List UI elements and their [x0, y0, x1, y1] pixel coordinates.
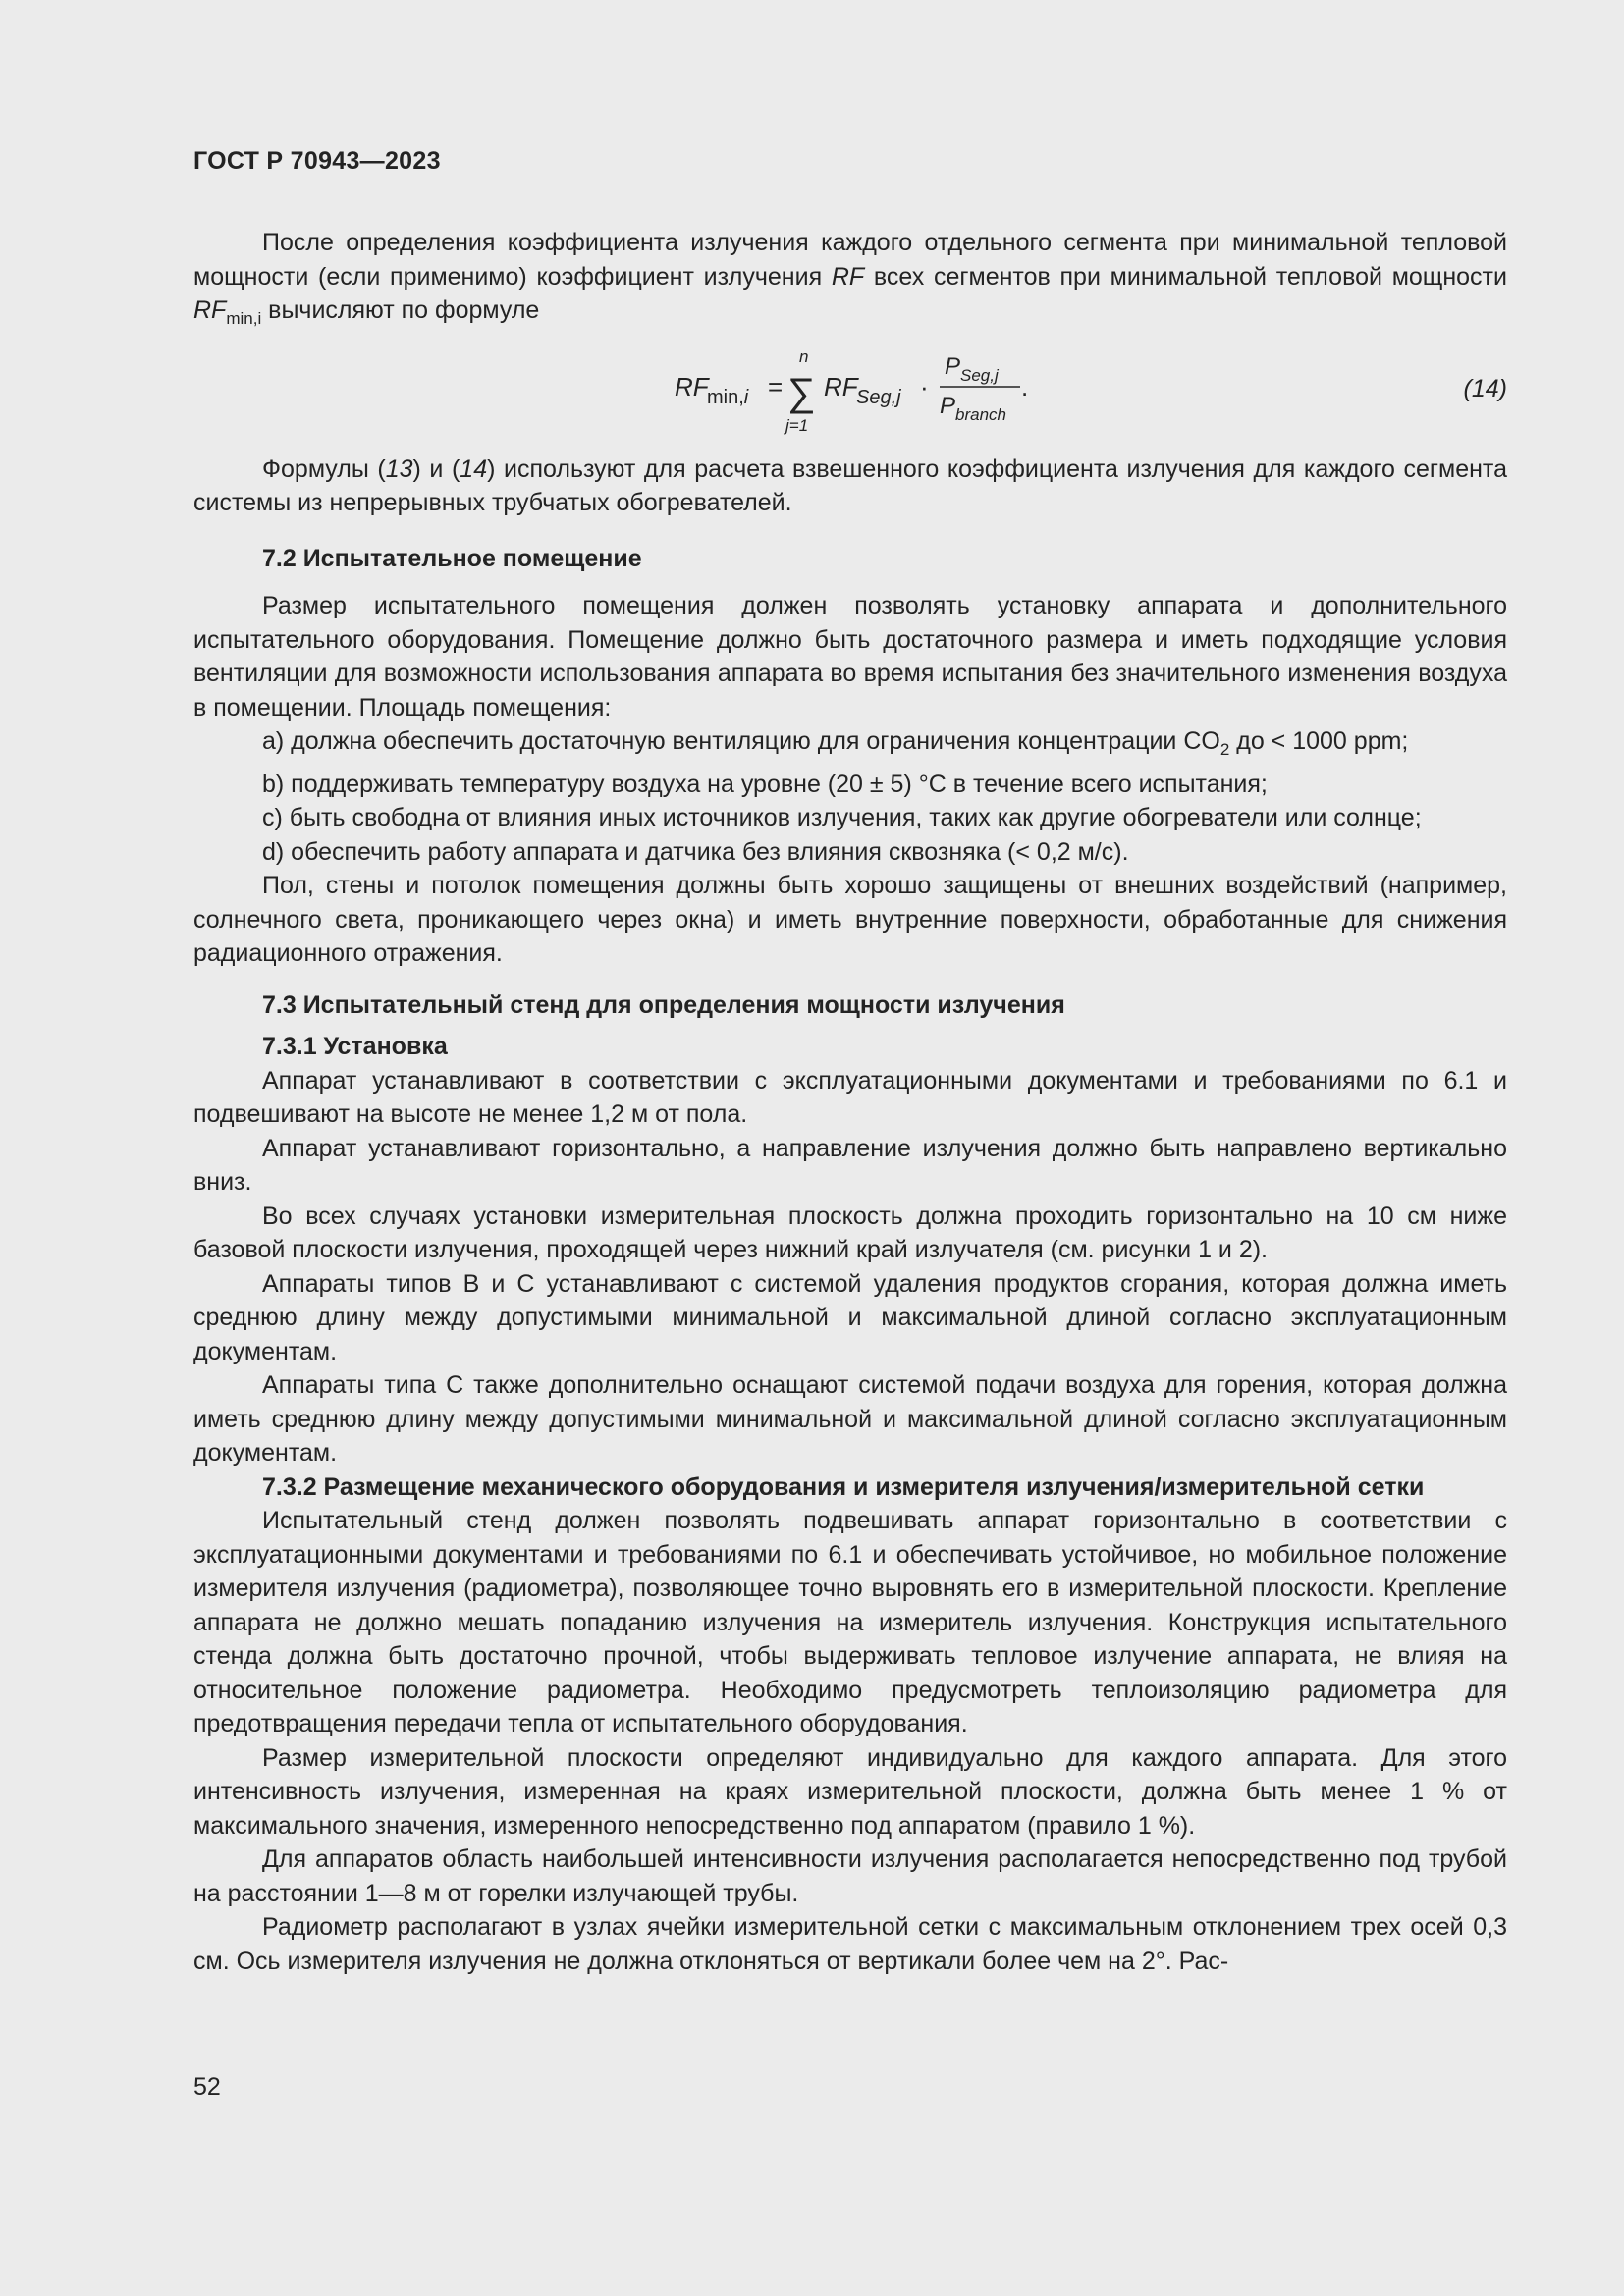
section-7-3-1-paragraph-3: Во всех случаях установки измерительная плоскость должна проходить горизонтально на 10 см ниже базовой плоскости излучения, проходящей через нижний край излучателя (см. рисунки 1 и 2). [193, 1201, 1507, 1263]
formula-numerator: P [945, 352, 961, 380]
formula-sum-top: n [799, 347, 809, 366]
formula-14 [193, 343, 1507, 437]
section-7-3-2-paragraph-4: Радиометр располагают в узлах ячейки измерительной сетки с максимальным отклонением трех осей 0,3 см. Ось измерителя излучения не должна отклоняться от вертикали более чем на 2°. Рас- [193, 1913, 1507, 1975]
formula-numerator-sub: Seg,j [960, 365, 999, 385]
section-7-3-1-heading: 7.3.1 Установка [262, 1033, 448, 1060]
section-7-3-2-heading: 7.3.2 Размещение механического оборудования и измерителя излучения/измерительной сетки [262, 1472, 1425, 1501]
formula-denominator: P [940, 392, 956, 419]
formula-equals: = [768, 371, 784, 401]
intro-paragraph: После определения коэффициента излучения каждого отдельного сегмента при минимальной тепловой мощности (если применимо) коэффициент излучения RF всех сегментов при минимальной тепловой мощности $RF_{min,i}$ вычисляют по формуле [193, 229, 1507, 328]
list-item-a: a) должна обеспечить достаточную вентиляцию для ограничения концентрации $CO_2$ до < 1000 ppm; [262, 727, 1409, 759]
document-header: ГОСТ Р 70943—2023 [193, 147, 441, 175]
section-7-3-2-paragraph-3: Для аппаратов область наибольшей интенсивности излучения располагается непосредственно под трубой на расстоянии 1—8 м от горелки излучающей трубы. [193, 1845, 1507, 1907]
section-7-2-heading: 7.2 Испытательное помещение [262, 544, 642, 572]
section-7-3-2-paragraph-1: Испытательный стенд должен позволять подвешивать аппарат горизонтально в соответствии с эксплуатационными документами и требованиями по 6.1 и обеспечивать устойчивое, но мобильное положение измерителя излучения (радиометра), позволяющее точно выровнять его в измерительной плоскости. Крепление аппарата не должно мешать попаданию излучения на измеритель излучения. Конструкция испытательного стенда должна быть достаточно прочной, чтобы выдерживать тепловое излучение аппарата, не влияя на относительное положение радиометра. Необходимо предусмотреть теплоизоляцию радиометра для предотвращения передачи тепла от испытательного оборудования. [193, 1507, 1507, 1737]
formula-term: RF [824, 371, 858, 401]
formula-sum-sign: ∑ [787, 370, 816, 414]
formula-lhs: RF [675, 371, 709, 401]
section-7-3-1-paragraph-4: Аппараты типов B и C устанавливают с системой удаления продуктов сгорания, которая должна иметь среднюю длину между допустимыми минимальной и максимальной длиной согласно эксплуатационным документам. [193, 1269, 1507, 1365]
section-7-3-1-paragraph-1: Аппарат устанавливают в соответствии с эксплуатационными документами и требованиями по 6.1 и подвешивают на высоте не менее 1,2 м от пола. [193, 1066, 1507, 1128]
section-7-2-paragraph-1: Размер испытательного помещения должен позволять установку аппарата и дополнительного испытательного оборудования. Помещение должно быть достаточного размера и иметь подходящие условия вентиляции для возможности использования аппарата во время испытания без значительного изменения воздуха в помещении. Площадь помещения: [193, 592, 1507, 721]
formula-term-sub: Seg,j [856, 386, 901, 408]
formula-expression [675, 345, 1224, 435]
formulas-usage-paragraph: Формулы (13) и (14) используют для расчета взвешенного коэффициента излучения для каждого сегмента системы из непрерывных трубчатых обогревателей. [193, 454, 1507, 516]
section-7-3-1-paragraph-2: Аппарат устанавливают горизонтально, а направление излучения должно быть направлено вертикально вниз. [193, 1134, 1507, 1196]
section-7-3-2-paragraph-2: Размер измерительной плоскости определяют индивидуально для каждого аппарата. Для этого интенсивность излучения, измеренная на краях измерительной плоскости, должна быть менее 1 % от максимального значения, измеренного непосредственно под аппаратом (правило 1 %). [193, 1743, 1507, 1840]
formula-sum-bottom: j=1 [785, 415, 809, 435]
document-body [193, 226, 1507, 1978]
list-item-d: d) обеспечить работу аппарата и датчика без влияния сквозняка (< 0,2 м/с). [262, 837, 1129, 866]
formula-denominator-sub: branch [955, 404, 1006, 424]
section-7-3-1-paragraph-5: Аппараты типа C также дополнительно оснащают системой подачи воздуха для горения, которая должна иметь среднюю длину между допустимыми минимальной и максимальной длиной согласно эксплуатационным документам. [193, 1371, 1507, 1467]
section-7-2-paragraph-2: Пол, стены и потолок помещения должны быть хорошо защищены от внешних воздействий (например, солнечного света, проникающего через окна) и иметь внутренние поверхности, обработанные для снижения радиационного отражения. [193, 872, 1507, 967]
formula-number: (14) [1463, 374, 1507, 402]
formula-dot: · [920, 371, 929, 401]
section-7-3-heading: 7.3 Испытательный стенд для определения мощности излучения [262, 990, 1065, 1019]
page-number: 52 [193, 2073, 221, 2101]
list-item-b: b) поддерживать температуру воздуха на уровне (20 ± 5) °C в течение всего испытания; [262, 770, 1268, 798]
list-item-c: c) быть свободна от влияния иных источников излучения, таких как другие обогреватели или солнце; [262, 804, 1422, 831]
formula-lhs-sub: min,i [707, 386, 749, 408]
formula-period: . [1021, 371, 1029, 401]
